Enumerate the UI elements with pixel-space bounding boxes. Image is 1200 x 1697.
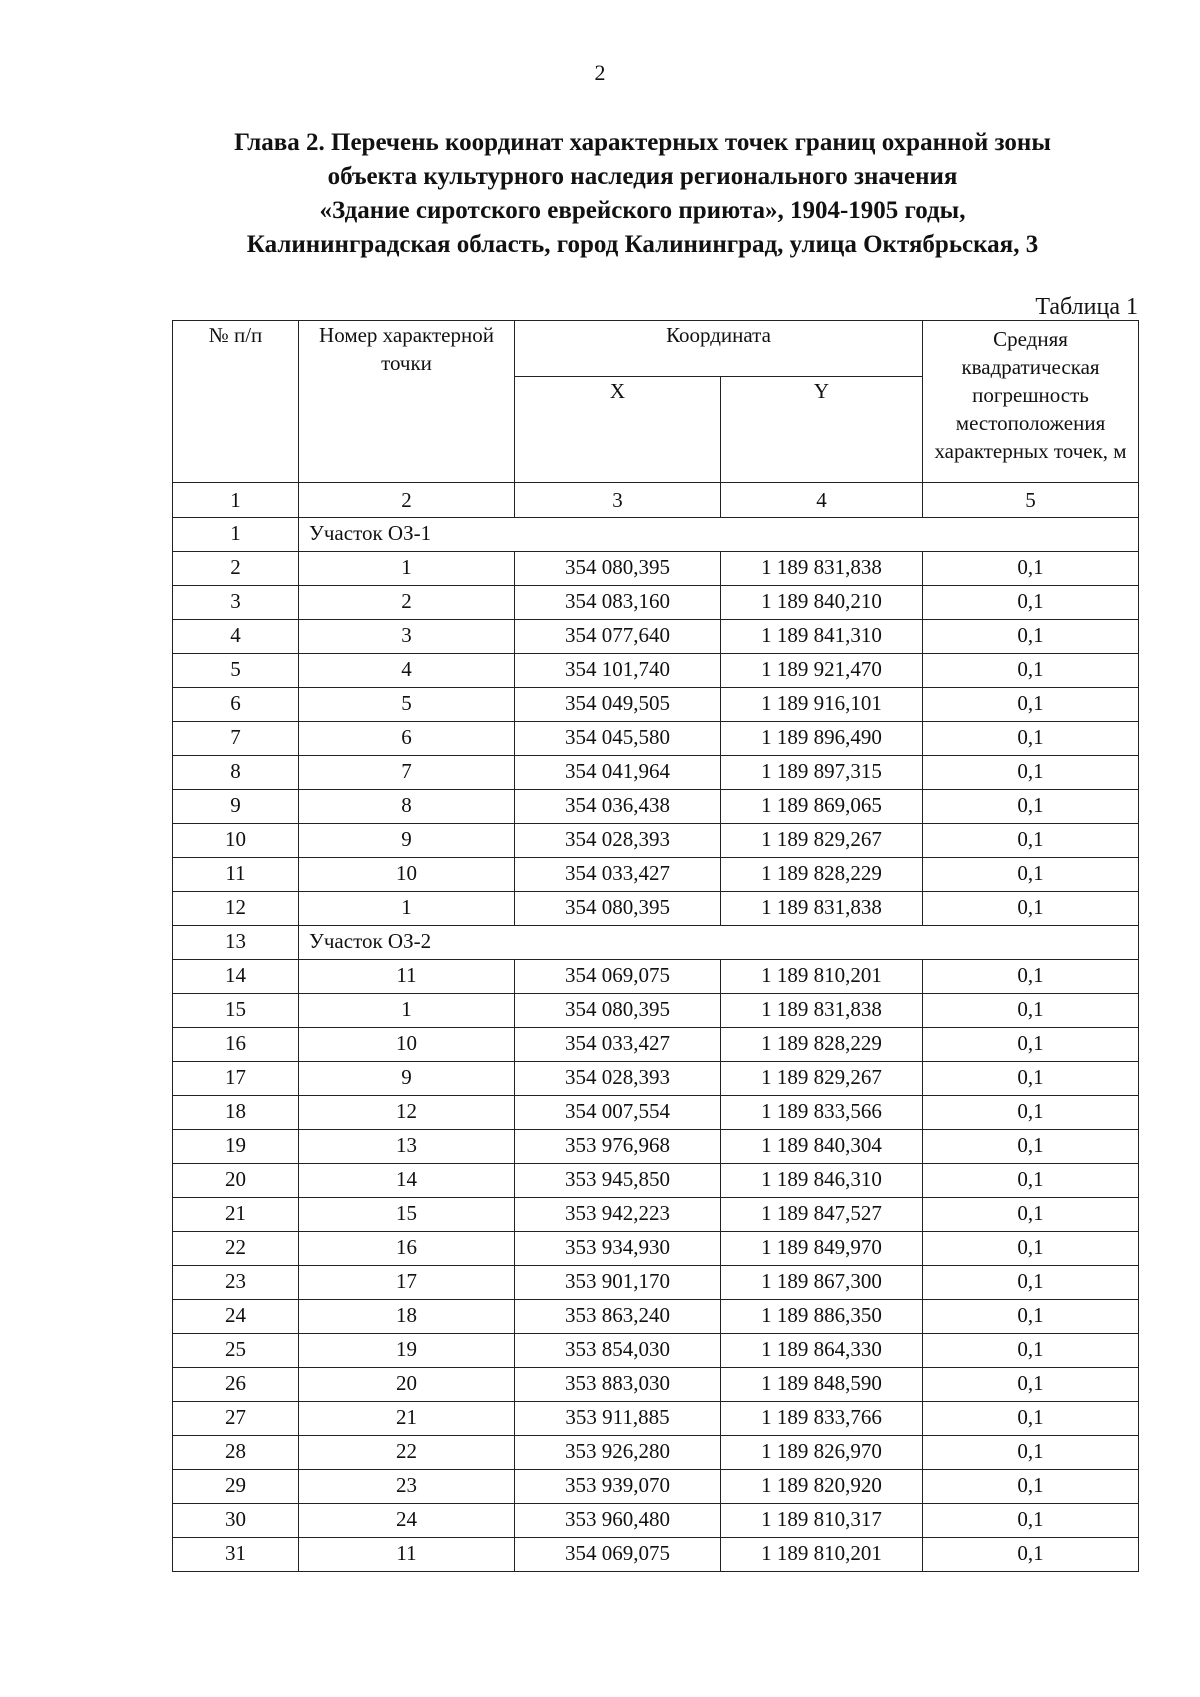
cell-error: 0,1 bbox=[923, 1368, 1139, 1402]
cell-x: 354 080,395 bbox=[515, 994, 721, 1028]
cell-point-number: 24 bbox=[299, 1504, 515, 1538]
cell-row-number: 15 bbox=[173, 994, 299, 1028]
heading-line-3: «Здание сиротского еврейского приюта», 1904-1905 годы, bbox=[319, 197, 966, 224]
table-row bbox=[173, 654, 1139, 688]
cell-x: 354 041,964 bbox=[515, 756, 721, 790]
cell-y: 1 189 831,838 bbox=[721, 552, 923, 586]
table-row bbox=[173, 586, 1139, 620]
cell-x: 354 049,505 bbox=[515, 688, 721, 722]
cell-error: 0,1 bbox=[923, 552, 1139, 586]
table-row bbox=[173, 1266, 1139, 1300]
table-row bbox=[173, 790, 1139, 824]
cell-x: 354 033,427 bbox=[515, 1028, 721, 1062]
cell-point-number: 3 bbox=[299, 620, 515, 654]
table-row bbox=[173, 1436, 1139, 1470]
cell-row-number: 6 bbox=[173, 688, 299, 722]
cell-row-number: 14 bbox=[173, 960, 299, 994]
cell-point-number: 1 bbox=[299, 552, 515, 586]
cell-x: 353 854,030 bbox=[515, 1334, 721, 1368]
cell-y: 1 189 867,300 bbox=[721, 1266, 923, 1300]
header-row-number: № п/п bbox=[173, 321, 299, 483]
cell-row-number: 12 bbox=[173, 892, 299, 926]
cell-y: 1 189 847,527 bbox=[721, 1198, 923, 1232]
header-error: Средняя квадратическая погрешность местоположения характерных точек, м bbox=[923, 321, 1139, 483]
cell-point-number: 4 bbox=[299, 654, 515, 688]
cell-x: 354 007,554 bbox=[515, 1096, 721, 1130]
cell-error: 0,1 bbox=[923, 790, 1139, 824]
table-head bbox=[173, 321, 1139, 518]
cell-x: 354 069,075 bbox=[515, 1538, 721, 1572]
cell-y: 1 189 841,310 bbox=[721, 620, 923, 654]
header-number-1: 1 bbox=[173, 483, 299, 518]
cell-point-number: 1 bbox=[299, 994, 515, 1028]
header-point-number: Номер характерной точки bbox=[299, 321, 515, 483]
cell-error: 0,1 bbox=[923, 960, 1139, 994]
cell-x: 353 945,850 bbox=[515, 1164, 721, 1198]
table-row bbox=[173, 1538, 1139, 1572]
cell-error: 0,1 bbox=[923, 1300, 1139, 1334]
cell-error: 0,1 bbox=[923, 654, 1139, 688]
cell-error: 0,1 bbox=[923, 1334, 1139, 1368]
chapter-heading bbox=[150, 126, 1135, 262]
table-row bbox=[173, 722, 1139, 756]
table-caption: Таблица 1 bbox=[1035, 294, 1138, 320]
cell-row-number: 31 bbox=[173, 1538, 299, 1572]
cell-y: 1 189 831,838 bbox=[721, 892, 923, 926]
cell-point-number: 16 bbox=[299, 1232, 515, 1266]
cell-error: 0,1 bbox=[923, 1504, 1139, 1538]
coordinates-table bbox=[172, 320, 1139, 1572]
cell-y: 1 189 848,590 bbox=[721, 1368, 923, 1402]
cell-x: 354 028,393 bbox=[515, 1062, 721, 1096]
cell-point-number: 8 bbox=[299, 790, 515, 824]
cell-x: 353 926,280 bbox=[515, 1436, 721, 1470]
cell-y: 1 189 864,330 bbox=[721, 1334, 923, 1368]
page-number: 2 bbox=[594, 60, 606, 85]
cell-point-number: 21 bbox=[299, 1402, 515, 1436]
cell-point-number: 18 bbox=[299, 1300, 515, 1334]
cell-x: 354 036,438 bbox=[515, 790, 721, 824]
cell-y: 1 189 833,566 bbox=[721, 1096, 923, 1130]
cell-error: 0,1 bbox=[923, 1538, 1139, 1572]
cell-row-number: 9 bbox=[173, 790, 299, 824]
cell-row-number: 16 bbox=[173, 1028, 299, 1062]
header-number-2: 2 bbox=[299, 483, 515, 518]
table-row bbox=[173, 1130, 1139, 1164]
cell-row-number: 5 bbox=[173, 654, 299, 688]
cell-x: 353 939,070 bbox=[515, 1470, 721, 1504]
cell-row-number: 26 bbox=[173, 1368, 299, 1402]
cell-x: 354 101,740 bbox=[515, 654, 721, 688]
table-row bbox=[173, 1402, 1139, 1436]
cell-error: 0,1 bbox=[923, 1028, 1139, 1062]
cell-row-number: 2 bbox=[173, 552, 299, 586]
cell-point-number: 17 bbox=[299, 1266, 515, 1300]
cell-x: 354 083,160 bbox=[515, 586, 721, 620]
cell-row-number: 27 bbox=[173, 1402, 299, 1436]
cell-error: 0,1 bbox=[923, 1096, 1139, 1130]
cell-x: 354 028,393 bbox=[515, 824, 721, 858]
header-number-4: 4 bbox=[721, 483, 923, 518]
table-row bbox=[173, 858, 1139, 892]
cell-x: 353 976,968 bbox=[515, 1130, 721, 1164]
cell-y: 1 189 921,470 bbox=[721, 654, 923, 688]
cell-point-number: 11 bbox=[299, 960, 515, 994]
cell-y: 1 189 826,970 bbox=[721, 1436, 923, 1470]
cell-y: 1 189 810,201 bbox=[721, 960, 923, 994]
cell-row-number: 4 bbox=[173, 620, 299, 654]
cell-point-number: 5 bbox=[299, 688, 515, 722]
cell-error: 0,1 bbox=[923, 1164, 1139, 1198]
cell-x: 354 080,395 bbox=[515, 892, 721, 926]
header-y: Y bbox=[721, 377, 923, 483]
cell-y: 1 189 840,210 bbox=[721, 586, 923, 620]
cell-point-number: 10 bbox=[299, 858, 515, 892]
cell-point-number: 19 bbox=[299, 1334, 515, 1368]
cell-y: 1 189 897,315 bbox=[721, 756, 923, 790]
cell-x: 353 901,170 bbox=[515, 1266, 721, 1300]
heading-line-1: Глава 2. Перечень координат характерных точек границ охранной зоны bbox=[234, 129, 1051, 156]
cell-error: 0,1 bbox=[923, 1436, 1139, 1470]
cell-point-number: 9 bbox=[299, 1062, 515, 1096]
cell-y: 1 189 896,490 bbox=[721, 722, 923, 756]
table-row bbox=[173, 1028, 1139, 1062]
cell-point-number: 22 bbox=[299, 1436, 515, 1470]
cell-y: 1 189 828,229 bbox=[721, 1028, 923, 1062]
cell-point-number: 23 bbox=[299, 1470, 515, 1504]
cell-y: 1 189 831,838 bbox=[721, 994, 923, 1028]
cell-row-number: 22 bbox=[173, 1232, 299, 1266]
cell-x: 354 077,640 bbox=[515, 620, 721, 654]
cell-row-number: 25 bbox=[173, 1334, 299, 1368]
cell-row-number: 17 bbox=[173, 1062, 299, 1096]
cell-error: 0,1 bbox=[923, 892, 1139, 926]
cell-error: 0,1 bbox=[923, 722, 1139, 756]
cell-y: 1 189 916,101 bbox=[721, 688, 923, 722]
cell-row-number: 13 bbox=[173, 926, 299, 960]
cell-error: 0,1 bbox=[923, 858, 1139, 892]
table-row bbox=[173, 1198, 1139, 1232]
cell-x: 354 033,427 bbox=[515, 858, 721, 892]
cell-point-number: 6 bbox=[299, 722, 515, 756]
cell-row-number: 28 bbox=[173, 1436, 299, 1470]
cell-point-number: 9 bbox=[299, 824, 515, 858]
cell-y: 1 189 810,317 bbox=[721, 1504, 923, 1538]
table-row bbox=[173, 1096, 1139, 1130]
cell-row-number: 19 bbox=[173, 1130, 299, 1164]
header-coordinate: Координата bbox=[515, 321, 923, 377]
header-number-3: 3 bbox=[515, 483, 721, 518]
cell-y: 1 189 829,267 bbox=[721, 824, 923, 858]
cell-row-number: 7 bbox=[173, 722, 299, 756]
cell-error: 0,1 bbox=[923, 1232, 1139, 1266]
cell-point-number: 15 bbox=[299, 1198, 515, 1232]
cell-error: 0,1 bbox=[923, 1266, 1139, 1300]
cell-error: 0,1 bbox=[923, 1198, 1139, 1232]
cell-error: 0,1 bbox=[923, 824, 1139, 858]
cell-x: 353 960,480 bbox=[515, 1504, 721, 1538]
table-row bbox=[173, 1300, 1139, 1334]
cell-row-number: 8 bbox=[173, 756, 299, 790]
cell-error: 0,1 bbox=[923, 1130, 1139, 1164]
heading-line-2: объекта культурного наследия регионального значения bbox=[327, 163, 958, 190]
table-row bbox=[173, 1504, 1139, 1538]
cell-y: 1 189 828,229 bbox=[721, 858, 923, 892]
table-row bbox=[173, 1232, 1139, 1266]
cell-y: 1 189 869,065 bbox=[721, 790, 923, 824]
cell-y: 1 189 820,920 bbox=[721, 1470, 923, 1504]
cell-row-number: 29 bbox=[173, 1470, 299, 1504]
table-row bbox=[173, 620, 1139, 654]
cell-error: 0,1 bbox=[923, 1470, 1139, 1504]
section-row bbox=[173, 518, 1139, 552]
section-label: Участок ОЗ-1 bbox=[299, 518, 1139, 552]
table-row bbox=[173, 960, 1139, 994]
table-row bbox=[173, 756, 1139, 790]
cell-x: 353 934,930 bbox=[515, 1232, 721, 1266]
cell-error: 0,1 bbox=[923, 994, 1139, 1028]
cell-x: 354 045,580 bbox=[515, 722, 721, 756]
table-row bbox=[173, 688, 1139, 722]
cell-error: 0,1 bbox=[923, 756, 1139, 790]
table-row bbox=[173, 824, 1139, 858]
cell-row-number: 23 bbox=[173, 1266, 299, 1300]
cell-error: 0,1 bbox=[923, 1062, 1139, 1096]
cell-x: 353 942,223 bbox=[515, 1198, 721, 1232]
cell-x: 353 911,885 bbox=[515, 1402, 721, 1436]
cell-y: 1 189 886,350 bbox=[721, 1300, 923, 1334]
table-row bbox=[173, 552, 1139, 586]
cell-y: 1 189 846,310 bbox=[721, 1164, 923, 1198]
cell-x: 354 080,395 bbox=[515, 552, 721, 586]
table-row bbox=[173, 994, 1139, 1028]
table-body bbox=[173, 518, 1139, 1572]
cell-point-number: 12 bbox=[299, 1096, 515, 1130]
section-label: Участок ОЗ-2 bbox=[299, 926, 1139, 960]
table-row bbox=[173, 892, 1139, 926]
table-row bbox=[173, 1334, 1139, 1368]
table-row bbox=[173, 1164, 1139, 1198]
header-number-5: 5 bbox=[923, 483, 1139, 518]
cell-error: 0,1 bbox=[923, 586, 1139, 620]
cell-row-number: 30 bbox=[173, 1504, 299, 1538]
heading-line-4: Калининградская область, город Калининград, улица Октябрьская, 3 bbox=[246, 231, 1039, 258]
cell-row-number: 18 bbox=[173, 1096, 299, 1130]
cell-error: 0,1 bbox=[923, 688, 1139, 722]
cell-x: 353 883,030 bbox=[515, 1368, 721, 1402]
cell-error: 0,1 bbox=[923, 1402, 1139, 1436]
cell-row-number: 3 bbox=[173, 586, 299, 620]
cell-row-number: 21 bbox=[173, 1198, 299, 1232]
table-row bbox=[173, 1368, 1139, 1402]
cell-row-number: 20 bbox=[173, 1164, 299, 1198]
table-row bbox=[173, 1062, 1139, 1096]
table-row bbox=[173, 1470, 1139, 1504]
cell-row-number: 10 bbox=[173, 824, 299, 858]
cell-y: 1 189 833,766 bbox=[721, 1402, 923, 1436]
cell-row-number: 11 bbox=[173, 858, 299, 892]
section-row bbox=[173, 926, 1139, 960]
cell-y: 1 189 829,267 bbox=[721, 1062, 923, 1096]
cell-point-number: 1 bbox=[299, 892, 515, 926]
cell-point-number: 10 bbox=[299, 1028, 515, 1062]
cell-point-number: 13 bbox=[299, 1130, 515, 1164]
cell-row-number: 1 bbox=[173, 518, 299, 552]
cell-x: 354 069,075 bbox=[515, 960, 721, 994]
cell-point-number: 20 bbox=[299, 1368, 515, 1402]
cell-point-number: 2 bbox=[299, 586, 515, 620]
cell-error: 0,1 bbox=[923, 620, 1139, 654]
cell-y: 1 189 840,304 bbox=[721, 1130, 923, 1164]
cell-y: 1 189 810,201 bbox=[721, 1538, 923, 1572]
cell-y: 1 189 849,970 bbox=[721, 1232, 923, 1266]
cell-row-number: 24 bbox=[173, 1300, 299, 1334]
cell-point-number: 11 bbox=[299, 1538, 515, 1572]
cell-x: 353 863,240 bbox=[515, 1300, 721, 1334]
cell-point-number: 7 bbox=[299, 756, 515, 790]
cell-point-number: 14 bbox=[299, 1164, 515, 1198]
header-x: X bbox=[515, 377, 721, 483]
